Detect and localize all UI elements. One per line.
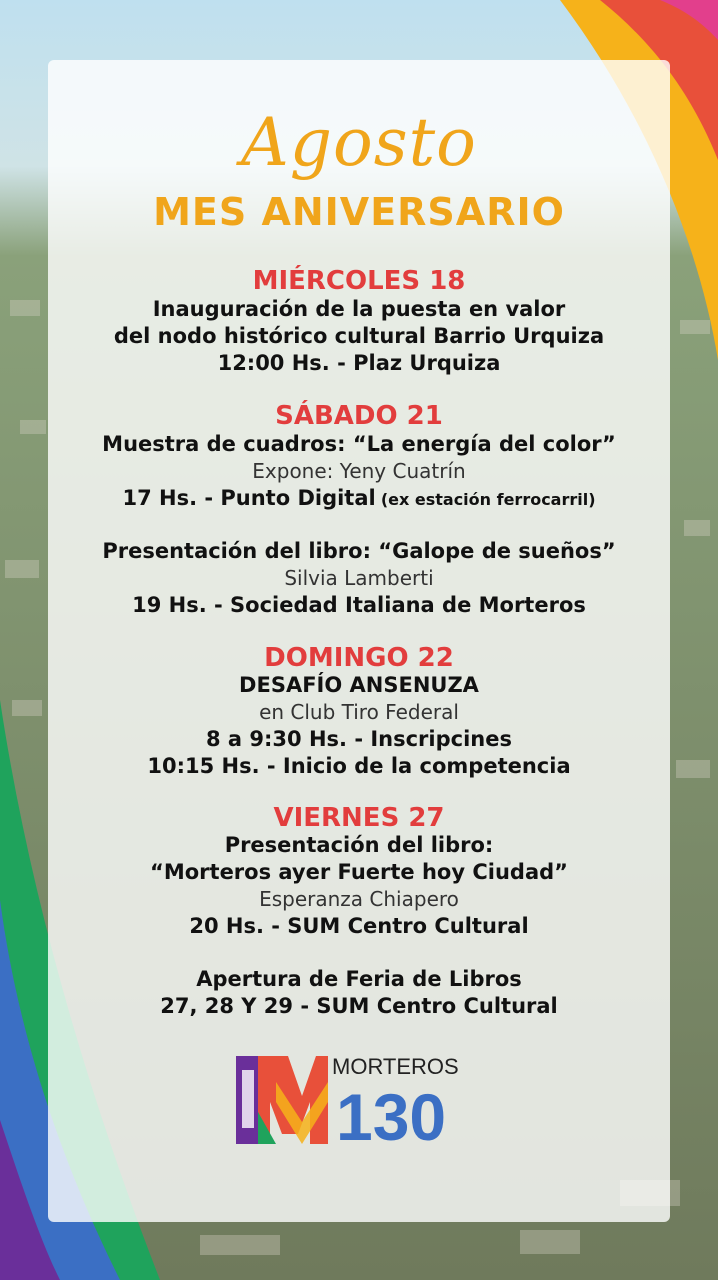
morteros-130-logo (236, 1052, 484, 1148)
event-time: 19 Hs. - Sociedad Italiana de Morteros (132, 593, 586, 617)
event-text: Muestra de cuadros: “La energía del color” (102, 432, 616, 456)
event-subtitle: Expone: Yeny Cuatrín (252, 459, 466, 483)
event-time: 8 a 9:30 Hs. - Inscripcines (206, 727, 512, 751)
event-time: 17 Hs. - Punto Digital (122, 486, 376, 510)
anniversary-title: MES ANIVERSARIO (153, 190, 565, 234)
event-note: (ex estación ferrocarril) (380, 490, 596, 509)
logo-word: MORTEROS (332, 1054, 459, 1079)
day-heading-wed: MIÉRCOLES 18 (252, 266, 466, 296)
event-subtitle: en Club Tiro Federal (259, 700, 459, 724)
event-text: Presentación del libro: (224, 833, 494, 857)
logo-number: 130 (336, 1080, 447, 1148)
event-text: Presentación del libro: “Galope de sueños” (102, 539, 616, 563)
event-text: Inauguración de la puesta en valor (152, 297, 566, 321)
event-time-row (0, 486, 718, 510)
event-card (48, 60, 670, 1222)
event-subtitle: Esperanza Chiapero (259, 887, 459, 911)
day-heading-sun: DOMINGO 22 (264, 643, 454, 673)
event-text: del nodo histórico cultural Barrio Urquiza (113, 324, 605, 348)
event-time: 12:00 Hs. - Plaz Urquiza (217, 351, 501, 375)
event-subtitle: Silvia Lamberti (284, 566, 434, 590)
logo-graphic (236, 1052, 484, 1148)
event-text: Apertura de Feria de Libros (196, 967, 522, 991)
event-text: DESAFÍO ANSENUZA (239, 673, 479, 697)
event-time: 27, 28 Y 29 - SUM Centro Cultural (160, 994, 558, 1018)
day-heading-sat: SÁBADO 21 (275, 401, 443, 431)
month-title: Agosto (241, 104, 477, 181)
event-time: 10:15 Hs. - Inicio de la competencia (147, 754, 571, 778)
event-time: 20 Hs. - SUM Centro Cultural (189, 914, 529, 938)
day-heading-fri: VIERNES 27 (273, 803, 445, 833)
event-text: “Morteros ayer Fuerte hoy Ciudad” (150, 860, 568, 884)
